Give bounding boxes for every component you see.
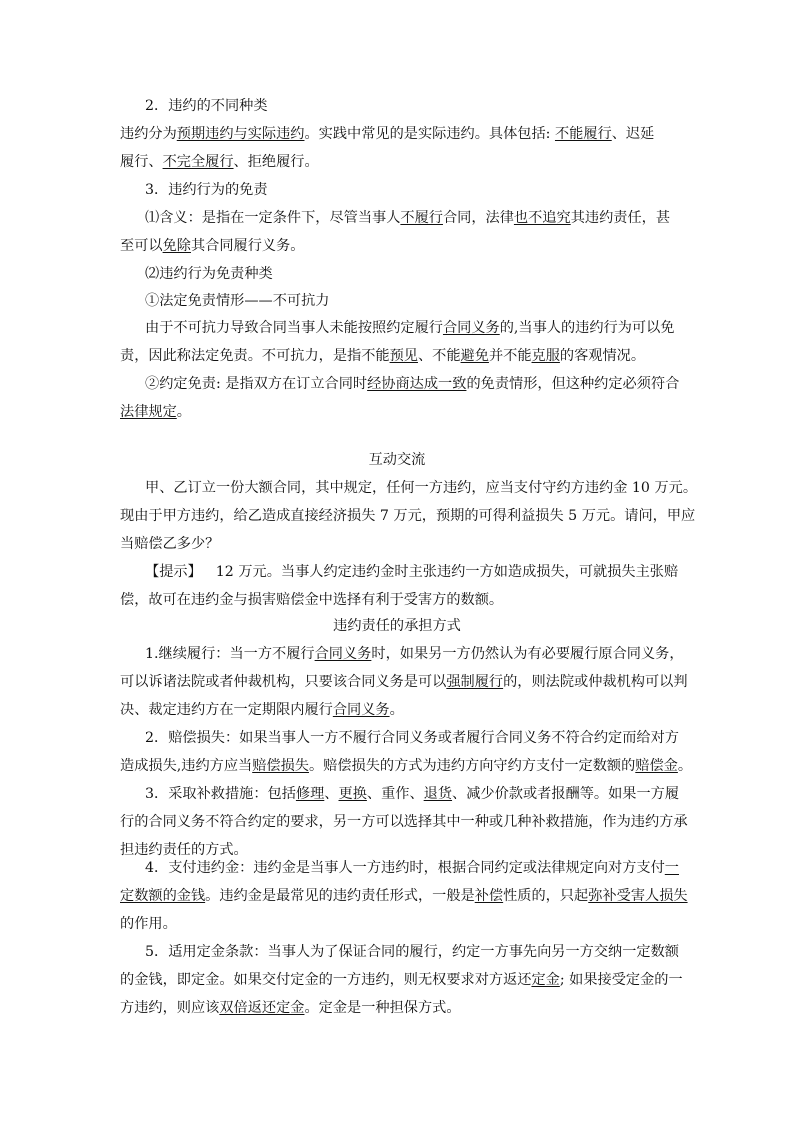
- hint-line: 【提示】 12 万元。当事人约定违约金时主张违约一方如造成损失，可就损失主张赔: [145, 564, 679, 580]
- paragraph-line: 责，因此称法定免责。不可抗力，是指不能预见、不能避免并不能克服的客观情况。: [120, 348, 646, 364]
- paragraph-line: 3．采取补救措施：包括修理、更换、重作、退货、减少价款或者报酬等。如果一方履: [145, 786, 680, 802]
- paragraph-line: 5．适用定金条款：当事人为了保证合同的履行，约定一方事先向另一方交纳一定数额: [145, 944, 679, 960]
- paragraph-line: 由于不可抗力导致合同当事人未能按照约定履行合同义务的,当事人的违约行为可以免: [145, 320, 675, 336]
- question-line: 现由于甲方违约，给乙造成直接经济损失 7 万元，预期的可得利益损失 5 万元。请问，甲应: [120, 508, 696, 524]
- subsection-title: ⑵违约行为免责种类: [145, 266, 273, 282]
- paragraph-line: 法律规定。: [120, 404, 191, 420]
- paragraph-line: 方违约，则应该双倍返还定金。定金是一种担保方式。: [120, 1000, 461, 1016]
- question-line: 甲、乙订立一份大额合同，其中规定，任何一方违约，应当支付守约方违约金 10 万元。: [145, 480, 698, 496]
- paragraph-line: 行的合同义务不符合约定的要求，另一方可以选择其中一种或几种补救措施，作为违约方承: [120, 814, 688, 830]
- paragraph-line: 的作用。: [120, 916, 177, 932]
- paragraph-line: 决、裁定违约方在一定期限内履行合同义务。: [120, 702, 404, 718]
- paragraph-line: 1.继续履行：当一方不履行合同义务时，如果另一方仍然认为有必要履行原合同义务，: [145, 646, 684, 662]
- liability-heading: 违约责任的承担方式: [333, 618, 461, 634]
- paragraph-line: ⑴含义：是指在一定条件下，尽管当事人不履行合同，法律也不追究其违约责任，甚: [145, 210, 671, 226]
- paragraph-line: ②约定免责: 是指双方在订立合同时经协商达成一致的免责情形，但这种约定必须符合: [145, 376, 680, 392]
- paragraph-line: 担违约责任的方式。: [120, 842, 248, 858]
- paragraph-line: 至可以免除其合同履行义务。: [120, 238, 305, 254]
- section-title: 3．违约行为的免责: [145, 182, 268, 198]
- hint-label: 【提示】: [145, 564, 202, 580]
- paragraph-line: 造成损失,违约方应当赔偿损失。赔偿损失的方式为违约方向守约方支付一定数额的赔偿金。: [120, 758, 693, 774]
- paragraph-line: 定数额的金钱。违约金是最常见的违约责任形式，一般是补偿性质的，只起弥补受害人损失: [120, 888, 688, 904]
- paragraph-line: 2．赔偿损失：如果当事人一方不履行合同义务或者履行合同义务不符合约定而给对方: [145, 730, 679, 746]
- question-line: 当赔偿乙多少？: [120, 536, 220, 552]
- exchange-heading: 互动交流: [368, 452, 426, 468]
- paragraph-line: 的金钱，即定金。如果交付定金的一方违约，则无权要求对方返还定金; 如果接受定金的一: [120, 972, 683, 988]
- paragraph-line: 违约分为预期违约与实际违约。实践中常见的是实际违约。具体包括: 不能履行、迟延: [120, 126, 655, 142]
- paragraph-line: 可以诉诸法院或者仲裁机构，只要该合同义务是可以强制履行的，则法院或仲裁机构可以判: [120, 674, 688, 690]
- paragraph-line: 履行、不完全履行、拒绝履行。: [120, 154, 319, 170]
- section-title: 2．违约的不同种类: [145, 98, 268, 114]
- subsection-title: ①法定免责情形——不可抗力: [145, 293, 330, 309]
- paragraph-line: 4．支付违约金：违约金是当事人一方违约时，根据合同约定或法律规定向对方支付一: [145, 860, 679, 876]
- hint-line: 偿，故可在违约金与损害赔偿金中选择有利于受害方的数额。: [120, 592, 504, 608]
